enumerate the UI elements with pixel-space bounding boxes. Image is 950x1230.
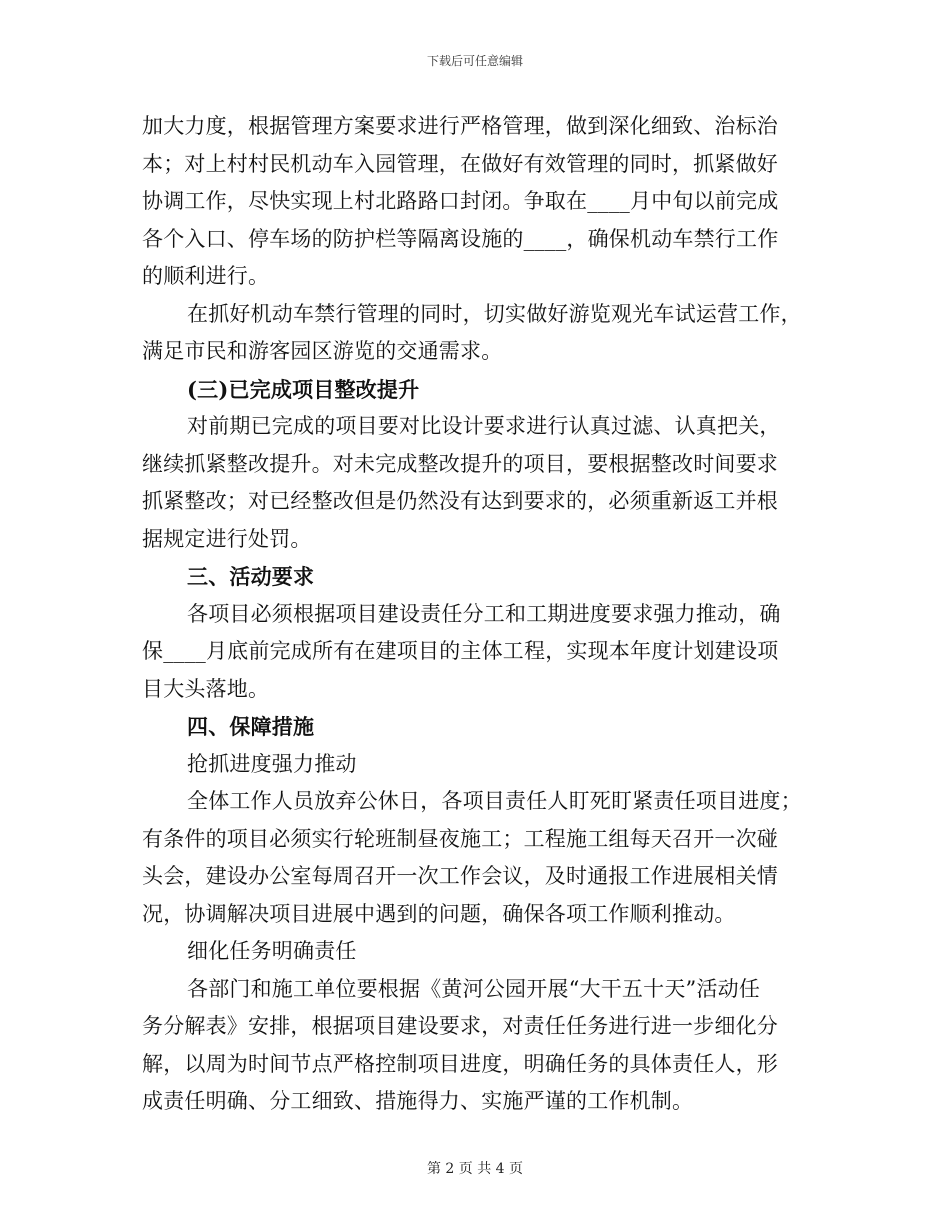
- page-header: 下载后可任意编辑: [426, 54, 523, 68]
- text-line: 加大力度，根据管理方案要求进行严格管理，做到深化细致、治标治: [142, 114, 778, 138]
- text-line: 据规定进行处罚。: [142, 526, 312, 551]
- text-line: 在抓好机动车禁行管理的同时，切实做好游览观光车试运营工作，: [187, 301, 802, 326]
- text-line: 继续抓紧整改提升。对未完成整改提升的项目，要根据整改时间要求: [142, 451, 778, 476]
- text-line: 况，协调解决项目进展中遇到的问题，确保各项工作顺利推动。: [142, 901, 736, 926]
- section-heading: (三)已完成项目整改提升: [187, 376, 420, 402]
- text-line: 各个入口、停车场的防护栏等隔离设施的____，确保机动车禁行工作: [142, 226, 779, 251]
- text-line: 全体工作人员放弃公休日，各项目责任人盯死盯紧责任项目进度；: [187, 789, 802, 813]
- text-line: 有条件的项目必须实行轮班制昼夜施工；工程施工组每天召开一次碰: [142, 826, 778, 851]
- text-line: 成责任明确、分工细致、措施得力、实施严谨的工作机制。: [142, 1089, 694, 1113]
- text-line: 本；对上村村民机动车入园管理，在做好有效管理的同时，抓紧做好: [142, 151, 778, 176]
- text-line: 目大头落地。: [142, 676, 270, 701]
- text-line: 各部门和施工单位要根据《黄河公园开展“大干五十天”活动任: [187, 976, 761, 1001]
- text-line: 抢抓进度强力推动: [187, 751, 357, 776]
- text-line: 协调工作，尽快实现上村北路路口封闭。争取在____月中旬以前完成: [142, 189, 779, 213]
- section-heading: 四、保障措施: [187, 714, 315, 739]
- text-line: 抓紧整改；对已经整改但是仍然没有达到要求的，必须重新返工并根: [142, 489, 778, 513]
- text-line: 满足市民和游客园区游览的交通需求。: [142, 339, 503, 363]
- text-line: 对前期已完成的项目要对比设计要求进行认真过滤、认真把关，: [187, 414, 781, 438]
- document-body: [142, 108, 810, 1121]
- text-line: 保____月底前完成所有在建项目的主体工程，实现本年度计划建设项: [142, 639, 779, 663]
- text-line: 解，以周为时间节点严格控制项目进度，明确任务的具体责任人，形: [142, 1051, 778, 1076]
- page-footer: 第 2 页 共 4 页: [426, 1161, 524, 1177]
- text-line: 的顺利进行。: [142, 264, 270, 288]
- text-line: 细化任务明确责任: [187, 939, 357, 963]
- text-line: 头会，建设办公室每周召开一次工作会议，及时通报工作进展相关情: [142, 864, 778, 888]
- text-line: 务分解表》安排，根据项目建设要求，对责任任务进行进一步细化分: [142, 1014, 778, 1038]
- text-line: 各项目必须根据项目建设责任分工和工期进度要求强力推动，确: [187, 601, 781, 626]
- section-heading: 三、活动要求: [187, 564, 315, 589]
